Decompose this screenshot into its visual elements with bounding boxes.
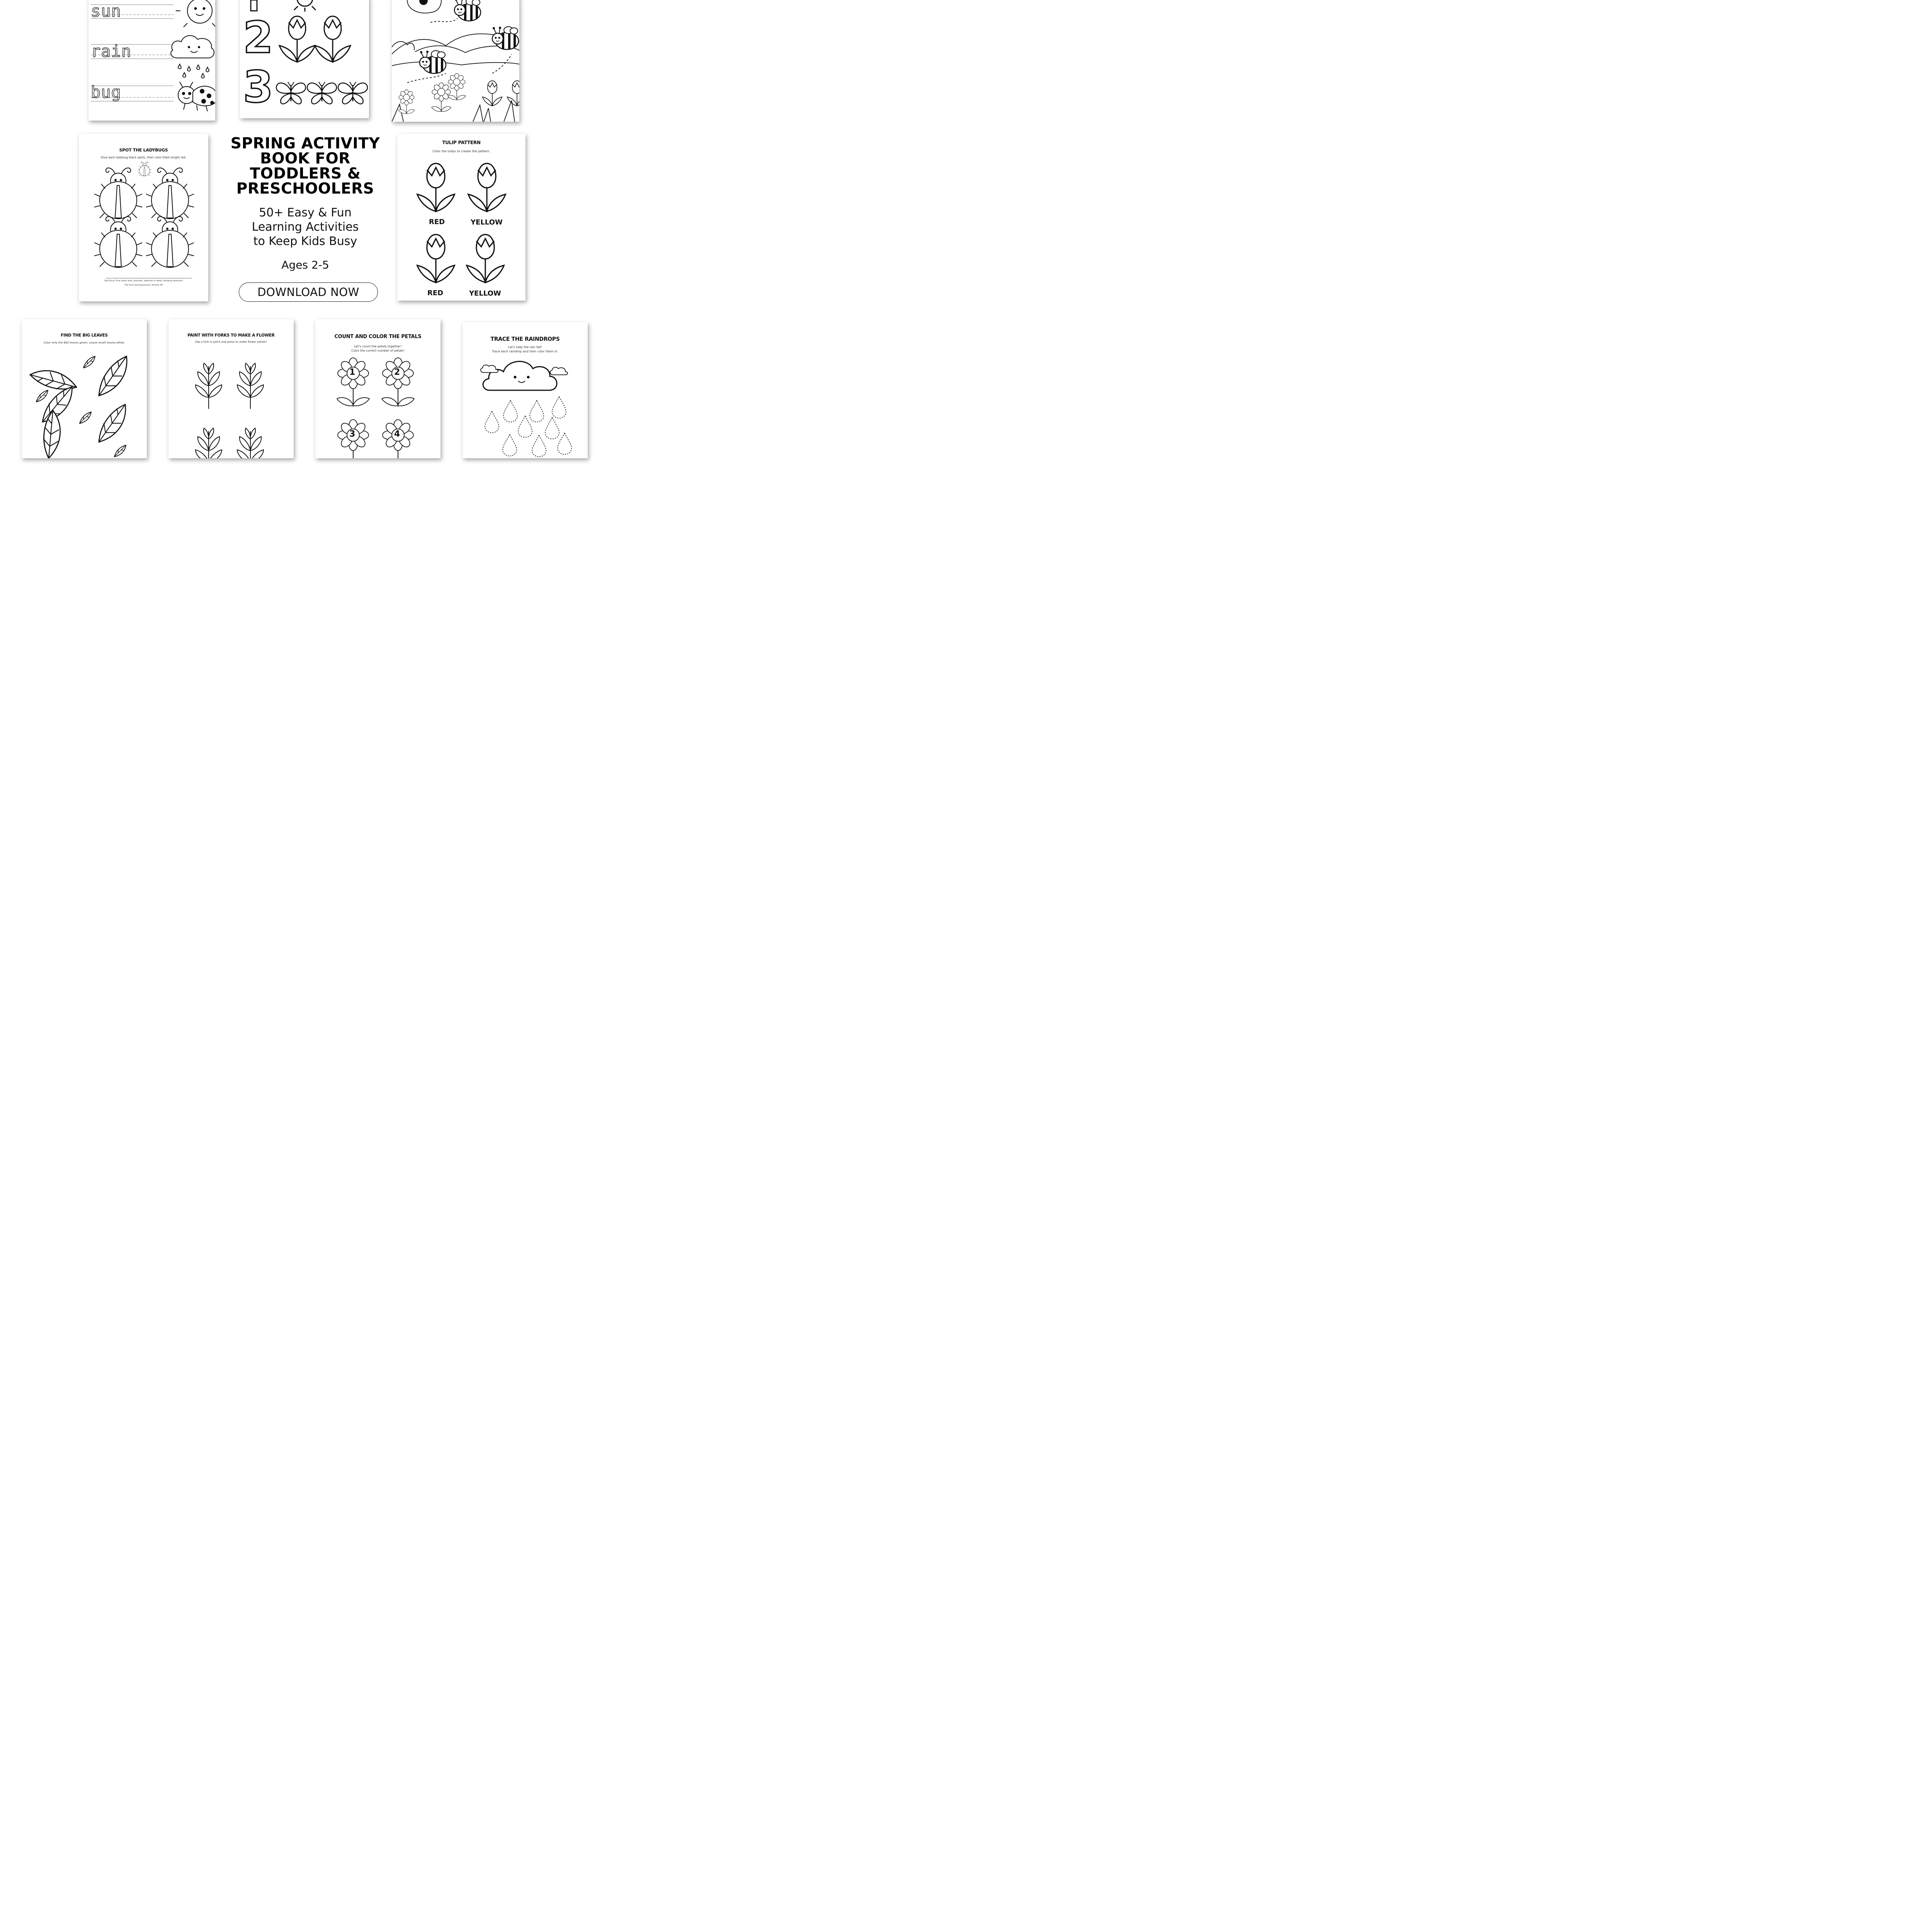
petals-title: COUNT AND COLOR THE PETALS: [334, 334, 422, 340]
worksheet-tulip-pattern: [397, 134, 526, 301]
ladybugs-title: SPOT THE LADYBUGS: [119, 148, 168, 153]
tulip-label-1: RED: [429, 218, 445, 226]
petals-instruction-2: Color the correct number of petals!: [351, 349, 405, 352]
count-number-3: 3: [243, 62, 273, 112]
worksheet-paint-with-forks: [168, 319, 294, 458]
main-title-line-3: TODDLERS &: [250, 165, 361, 182]
trace-word-sun: sun: [91, 2, 121, 20]
petals-instruction-1: Let's count the petals together!: [354, 345, 402, 348]
download-now-button[interactable]: DOWNLOAD NOW: [239, 282, 378, 302]
petal-number-2: 2: [394, 367, 400, 377]
ladybugs-footer-brand: The Tiny Learning Journal | Activity 49: [124, 284, 163, 286]
forks-instruction: Dip a fork in paint and press to make flower petals!: [195, 340, 267, 344]
leaves-title: FIND THE BIG LEAVES: [61, 333, 108, 338]
worksheet-count-and-color-petals: [315, 319, 440, 458]
main-title-line-4: PRESCHOOLERS: [236, 180, 374, 197]
ladybugs-footer-skill: Skill Focus: Fine motor skills, precision, attention to detail, following directions: [104, 280, 183, 282]
worksheet-find-the-big-leaves: [22, 319, 147, 458]
petal-number-3: 3: [349, 429, 355, 439]
petal-number-4: 4: [394, 429, 400, 439]
tulip-instruction: Color the tulips to create the pattern.: [432, 150, 490, 153]
tulip-title: TULIP PATTERN: [442, 140, 481, 145]
ladybugs-art: [79, 134, 208, 301]
worksheet-spot-the-ladybugs: [79, 134, 208, 301]
raindrops-title: TRACE THE RAINDROPS: [490, 336, 560, 342]
tulip-label-4: YELLOW: [469, 289, 501, 298]
raindrops-instruction-1: Let's help the rain fall!: [508, 345, 542, 349]
ladybugs-instruction: Give each ladybug black spots, then color them bright red.: [100, 156, 187, 159]
forks-title: PAINT WITH FORKS TO MAKE A FLOWER: [187, 333, 275, 338]
subtitle-line-3: to Keep Kids Busy: [253, 235, 357, 248]
count-number-2: 2: [243, 13, 273, 63]
hero-text: [216, 136, 394, 271]
leaves-instruction: Color only the BIG leaves green. Leave small leaves white.: [43, 341, 125, 344]
tulip-label-2: YELLOW: [471, 218, 503, 226]
worksheet-trace-the-raindrops: [463, 322, 588, 458]
leaves-art: [22, 319, 147, 458]
petals-art: [315, 319, 440, 458]
worksheet-tracing-words: [88, 0, 215, 121]
worksheet-bees-coloring: [392, 0, 519, 122]
main-title-line-2: BOOK FOR: [260, 150, 350, 167]
trace-word-bug: bug: [91, 83, 121, 102]
raindrops-instruction-2: Trace each raindrop and then color them in.: [492, 350, 558, 353]
trace-word-rain: rain: [91, 42, 132, 61]
forks-art: [168, 319, 294, 458]
bees-scene-art: [392, 0, 519, 122]
main-title-line-1: SPRING ACTIVITY: [230, 135, 380, 152]
subtitle: [216, 206, 394, 248]
raindrops-art: [463, 322, 588, 458]
petal-number-1: 1: [349, 367, 355, 377]
worksheet-counting: [240, 0, 369, 118]
subtitle-line-2: Learning Activities: [252, 220, 359, 234]
subtitle-line-1: 50+ Easy & Fun: [259, 206, 352, 219]
age-range: Ages 2-5: [281, 259, 329, 271]
tulip-pattern-art: [397, 134, 526, 301]
tulip-label-3: RED: [427, 289, 444, 297]
